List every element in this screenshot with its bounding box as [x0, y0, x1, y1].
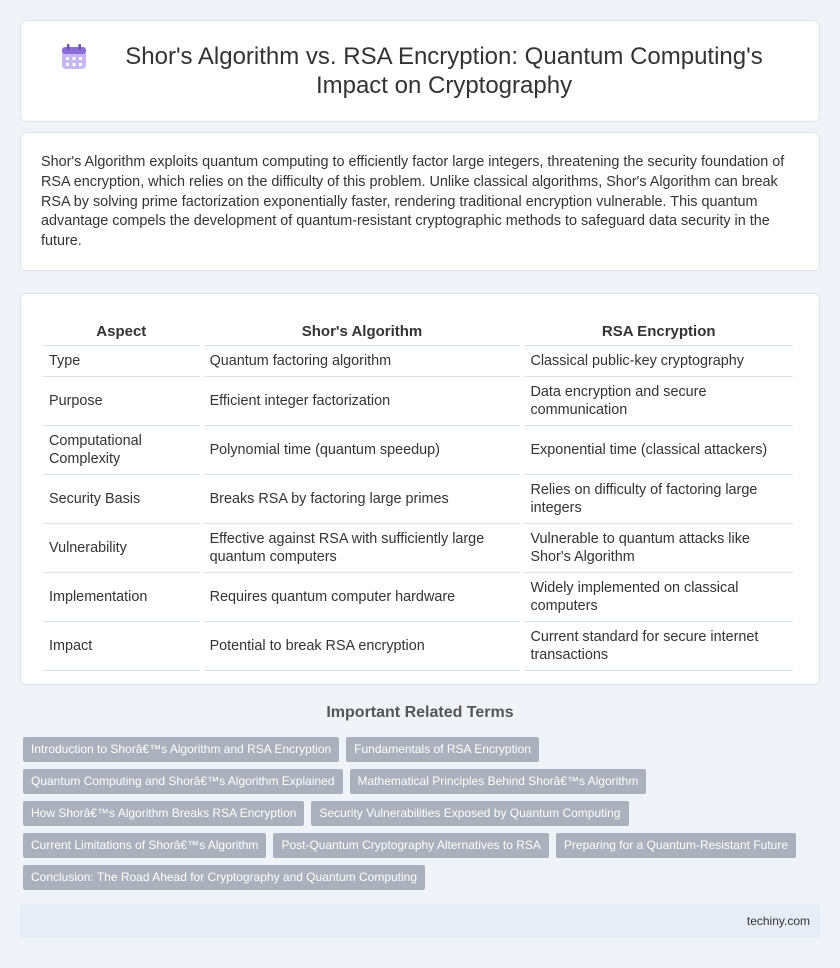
table-cell: Polynomial time (quantum speedup)	[204, 426, 521, 475]
table-cell: Classical public-key cryptography	[524, 346, 793, 377]
table-cell: Effective against RSA with sufficiently large quantum computers	[204, 524, 521, 573]
table-row	[43, 426, 793, 475]
table-cell: Vulnerability	[43, 524, 200, 573]
tag-row	[23, 865, 813, 890]
related-term-tag[interactable]: Conclusion: The Road Ahead for Cryptography and Quantum Computing	[23, 865, 425, 890]
table-cell: Requires quantum computer hardware	[204, 573, 521, 622]
table-header-row	[43, 314, 793, 346]
comparison-table	[39, 314, 797, 671]
footer	[20, 904, 820, 938]
table-cell: Potential to break RSA encryption	[204, 622, 521, 671]
related-term-tag[interactable]: Quantum Computing and Shorâ€™s Algorithm Explained	[23, 769, 343, 794]
table-cell: Efficient integer factorization	[204, 377, 521, 426]
table-cell: Relies on difficulty of factoring large integers	[524, 475, 793, 524]
table-cell: Impact	[43, 622, 200, 671]
related-term-tag[interactable]: Mathematical Principles Behind Shorâ€™s Algorithm	[350, 769, 647, 794]
table-cell: Data encryption and secure communication	[524, 377, 793, 426]
table-cell: Quantum factoring algorithm	[204, 346, 521, 377]
table-cell: Purpose	[43, 377, 200, 426]
tag-row	[23, 833, 813, 858]
table-cell: Exponential time (classical attackers)	[524, 426, 793, 475]
related-term-tag[interactable]: Preparing for a Quantum-Resistant Future	[556, 833, 796, 858]
table-cell: Security Basis	[43, 475, 200, 524]
page-title: Shor's Algorithm vs. RSA Encryption: Quantum Computing's Impact on Cryptography	[125, 43, 763, 99]
footer-site-name[interactable]: techiny.com	[746, 914, 810, 928]
related-term-tag[interactable]: How Shorâ€™s Algorithm Breaks RSA Encryption	[23, 801, 304, 826]
intro-paragraph: Shor's Algorithm exploits quantum computing to efficiently factor large integers, threatening the security foundation of RSA encryption, which relies on the difficulty of this problem. Unlike classical algorithms, Shor's Algorithm can break RSA by solving prime factorization exponentially faster, rendering traditional encryption vulnerable. This quantum advantage compels the development of quantum-resistant cryptographic methods to safeguard data security in the future.	[41, 154, 785, 250]
tag-row	[23, 801, 813, 826]
table-row	[43, 475, 793, 524]
table-cell: Type	[43, 346, 200, 377]
related-term-tag[interactable]: Post-Quantum Cryptography Alternatives to RSA	[273, 833, 548, 858]
table-row	[43, 346, 793, 377]
table-cell: Widely implemented on classical computers	[524, 573, 793, 622]
comparison-table-card	[20, 293, 820, 685]
table-cell: Vulnerable to quantum attacks like Shor's Algorithm	[524, 524, 793, 573]
table-row	[43, 524, 793, 573]
related-term-tag[interactable]: Fundamentals of RSA Encryption	[346, 737, 539, 762]
column-header-rsa-encryption: RSA Encryption	[524, 314, 793, 346]
related-term-tag[interactable]: Security Vulnerabilities Exposed by Quantum Computing	[311, 801, 628, 826]
column-header-shors-algorithm: Shor's Algorithm	[204, 314, 521, 346]
table-row	[43, 573, 793, 622]
table-cell: Computational Complexity	[43, 426, 200, 475]
header-card	[20, 20, 820, 122]
calendar-grid-icon	[61, 44, 87, 70]
related-term-tag[interactable]: Current Limitations of Shorâ€™s Algorithm	[23, 833, 266, 858]
tag-row	[23, 737, 813, 762]
table-cell: Breaks RSA by factoring large primes	[204, 475, 521, 524]
table-cell: Implementation	[43, 573, 200, 622]
related-terms-heading: Important Related Terms	[326, 704, 514, 721]
tag-row	[23, 769, 813, 794]
table-row	[43, 622, 793, 671]
table-cell: Current standard for secure internet transactions	[524, 622, 793, 671]
column-header-aspect: Aspect	[43, 314, 200, 346]
related-terms-tags	[23, 737, 813, 897]
related-term-tag[interactable]: Introduction to Shorâ€™s Algorithm and RSA Encryption	[23, 737, 339, 762]
intro-card	[20, 132, 820, 271]
table-row	[43, 377, 793, 426]
